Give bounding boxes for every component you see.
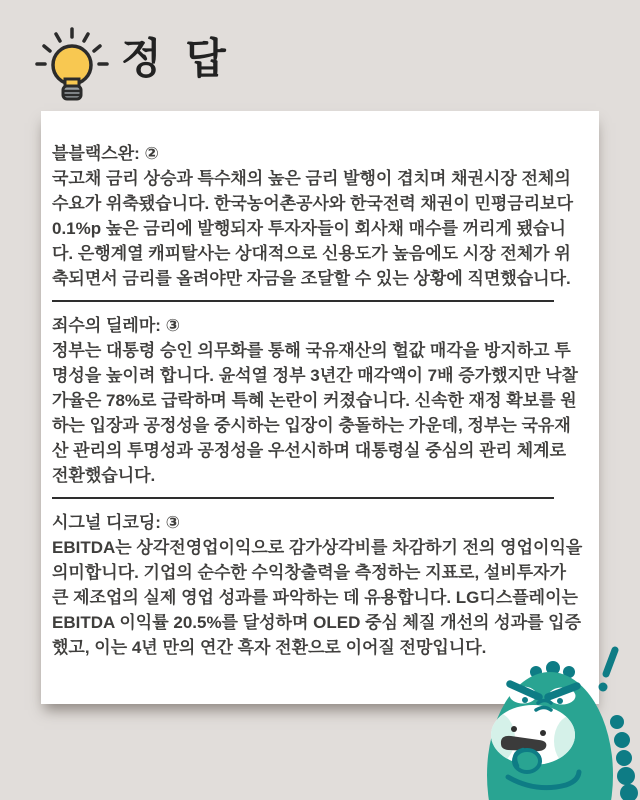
section-body: 국고채 금리 상승과 특수채의 높은 금리 발행이 겹치며 채권시장 전체의 수요가 위축됐습니다. 한국농어촌공사와 한국전력 채권이 민평금리보다 0.1%p 높은 금리에 발행되자 투자자들이 회사채 매수를 꺼리게 됐습니다. 은행계열 캐피탈사는 상대적으로 신용도가 높음에도 시장 전체가 위축되면서 금리를 올려야만 자금을 조달할 수 있는 상황에 직면했습니다. [52, 169, 573, 288]
section-divider [52, 497, 554, 499]
section-heading: 블블랙스완: ② [52, 144, 159, 163]
answer-card [41, 111, 599, 704]
section-heading: 시그널 디코딩: ③ [52, 513, 181, 532]
section-body: EBITDA는 상각전영업이익으로 감가상각비를 차감하기 전의 영업이익을 의미합니다. 기업의 순수한 수익창출력을 측정하는 지표로, 설비투자가 큰 제조업의 실제 영업 성과를 파악하는 데 유용합니다. LG디스플레이는 EBITDA 이익률 20.5%를 달성하며 OLED 중심 체질 개선의 성과를 입증했고, 이는 4년 만의 연간 흑자 전환으로 이어질 전망입니다. [52, 538, 583, 657]
section-divider [52, 300, 554, 302]
exclamation-icon [599, 650, 616, 692]
page-title: 정 답 [121, 35, 232, 82]
lightbulb-icon [33, 24, 111, 106]
answer-section-dilemma [52, 313, 585, 488]
section-body: 정부는 대통령 승인 의무화를 통해 국유재산의 헐값 매각을 방지하고 투명성을 높이려 합니다. 윤석열 정부 3년간 매각액이 7배 증가했지만 낙찰가율은 78%로 급락하며 특혜 논란이 커졌습니다. 신속한 재정 확보를 원하는 입장과 공정성을 중시하는 입장이 충돌하는 가운데, 정부는 국유재산 관리의 투명성과 공정성을 우선시하며 대통령실 중심의 관리 체계로 전환했습니다. [52, 341, 578, 485]
dino-back-spikes [610, 715, 638, 800]
section-heading: 죄수의 딜레마: ③ [52, 316, 181, 335]
answer-header [33, 24, 232, 106]
dino-mascot [480, 630, 640, 800]
answer-section-blackswan [52, 141, 585, 291]
